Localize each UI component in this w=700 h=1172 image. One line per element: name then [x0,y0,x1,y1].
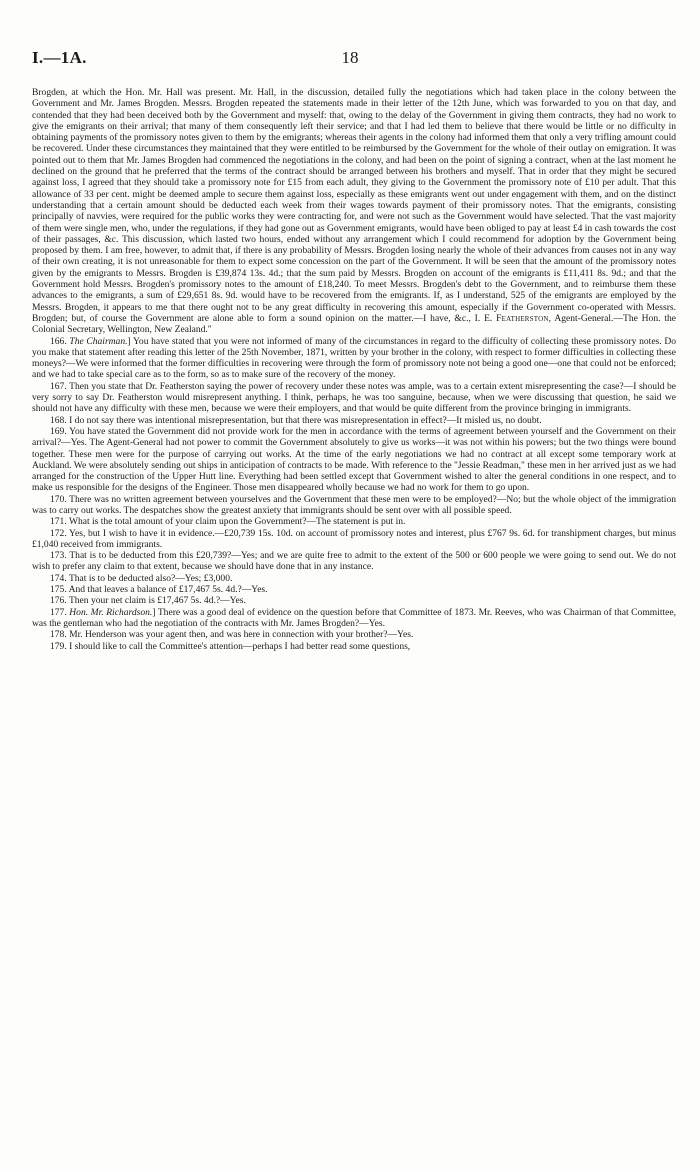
page-body [32,87,676,652]
question-178: 178. Mr. Henderson was your agent then, and was here in connection with your brother?—Yes. [50,629,414,641]
question-169: 169. You have stated the Government did not provide work for the men in accordance with the terms of agreement between yourself and the Government on their arrival?—Yes. The Agent-General had not power to commit the Government absolutely to give us works—it was not within his powers; but the two things were bound together. These men were for the purpose of carrying out works. At the time of the early negotiations we had no contract at all except some temporary work at Auckland. We were absolutely sending out ships in anticipation of contracts to be made. With reference to the "Jessie Readman," these men in her arrived just as we had arranged for the construction of the Upper Hutt line. Everything had been settled except that Government wished to alter the general conditions in one respect, and to make us responsible for the designs of the Engineer. Those men disappeared wholly because we had no work for them to go upon. [32,425,676,494]
question-174: 174. That is to be deducted also?—Yes; £3,000. [50,572,233,584]
question-176: 176. Then your net claim is £17,467 5s. 4d.?—Yes. [50,595,246,607]
question-177: 177. Hon. Mr. Richardson.] There was a good deal of evidence on the question before that Committee of 1873. Mr. Reeves, who was Chairman of that Committee, was the gentleman who had the negotiation of the contracts with Mr. James Brogden?—Yes. [32,606,676,629]
question-173: 173. That is to be deducted from this £20,739?—Yes; and we are quite free to admit to the extent of the 500 or 600 people we were going to send out. We do not wish to prefer any claim to that extent, because we should have done that in any instance. [32,550,676,573]
question-171: 171. What is the total amount of your claim upon the Government?—The statement is put in. [50,516,406,528]
question-170: 170. There was no written agreement between yourselves and the Government that these men were to be employed?—No; but the whole object of the immigration was to carry out works. The despatches show the greatest anxiety that immigrants should be sent over with all possible speed. [32,493,676,516]
page-number: 18 [341,48,359,67]
letter-paragraph: Brogden, at which the Hon. Mr. Hall was present. Mr. Hall, in the discussion, detailed fully the negotiations which had taken place in the colony between the Government and Mr. James Brogden. Messrs. Brogden repeated the statements made in their letter of the 12th June, which was forwarded to you on that day, and contended that they had been deceived both by the Government and myself: that, owing to the delay of the Government in giving them contracts, they had no work to give the emigrants on their arrival; that many of them consequently left their service; and that I had led them to believe that there would be little or no difficulty in obtaining payments of the promissory notes given to them by the emigrants; whereas their agents in the colony had informed them that only a very trifling amount could be recovered. Under these circumstances they maintained that they were entitled to be reimbursed by the Government for the whole of their outlay on emigration. It was pointed out to them that Mr. James Brogden had commenced the negotiations in the colony, and had been on the point of signing a contract, when at the last moment he declined on the ground that he preferred that the terms of the contract should be arranged between his brothers and myself. That in order that they might be secured against loss, I agreed that they should take a promissory note for £15 from each adult, they giving to the Government the promissory note of £10 per adult. That this allowance of 33 per cent. might be deemed ample to secure them against loss, especially as these emigrants went out under engagement with them, and on the distinct understanding that a certain amount should be deducted each week from their wages towards payment of their promissory notes. That the emigrants, consisting principally of navvies, were required for the public works they were contracting for, and were not such as the Government would have selected. That the vast majority of them were single men, who, under the regulations, if they had gone out as Government emigrants, would have been obliged to pay at least £4 in cash towards the cost of their passages, &c. This discussion, which lasted two hours, ended without any arrangement which I could recommend for adoption by the Government being proposed by them. I am free, however, to admit that, if there is any probability of Messrs. Brogden losing nearly the whole of their advances from causes not in any way of their own creating, it is not unreasonable for them to expect some concession on the part of the Government. It will be seen that the amount of the promissory notes given by the emigrants to Messrs. Brogden is £39,874 13s. 4d.; that the sum paid by Messrs. Brogden on account of the emigrants is £11,411 8s. 9d.; and that the Government hold Messrs. Brogden's promissory notes to the amount of £18,240. To meet Messrs. Brogden's debt to the Government, and to reimburse them these advances to the emigrants, a sum of £29,651 8s. 9d. would have to be recovered from the emigrants. If, as I understand, 525 of the emigrants are employed by the Messrs. Brogden, it appears to me that there ought not to be any great difficulty in recovering this amount, especially if the Government co-operated with Messrs. Brogden; but, of course the Government are alone able to form a sound opinion on the matter.—I have, &c., I. E. Featherston, Agent-General.—The Hon. the Colonial Secretary, Wellington, New Zealand." [32,87,677,336]
question-168: 168. I do not say there was intentional misrepresentation, but that there was misrepresentation in effect?—It misled us, no doubt. [50,414,542,426]
question-172: 172. Yes, but I wish to have it in evidence.—£20,739 15s. 10d. on account of promissory notes and interest, plus £767 9s. 6d. for transhipment charges, but minus £1,040 received from immigrants. [32,527,676,550]
signatory-name: Featherston [496,312,549,324]
question-167: 167. Then you state that Dr. Featherston saying the power of recovery under these notes was ample, was to a certain extent misrepresenting the case?—I should be very sorry to say Dr. Featherston would misrepresent anything. I think, perhaps, he was too sanguine, because, when we were discussing that question, he said we should not have any difficulty with these men, because we were their employers, and that would be quite different from the province bringing in immigrants. [32,380,677,415]
question-179: 179. I should like to call the Committee's attention—perhaps I had better read some questions, [50,640,411,652]
question-175: 175. And that leaves a balance of £17,467 5s. 4d.?—Yes. [50,584,268,596]
page-header [32,48,668,70]
question-166: 166. The Chairman.] You have stated that you were not informed of many of the circumstances in regard to the difficulty of collecting these promissory notes. Do you make that statement after reading this letter of the 25th November, 1871, written by your brother in the colony, with respect to former difficulties in collecting these moneys?—We were informed that the former difficulties in recovering were through the form of promissory note not being a good one—one that could not be enforced; and we had to take special care as to the form, so as to make sure of the recovery of the money. [32,335,676,381]
document-reference: I.—1A. [32,48,87,67]
